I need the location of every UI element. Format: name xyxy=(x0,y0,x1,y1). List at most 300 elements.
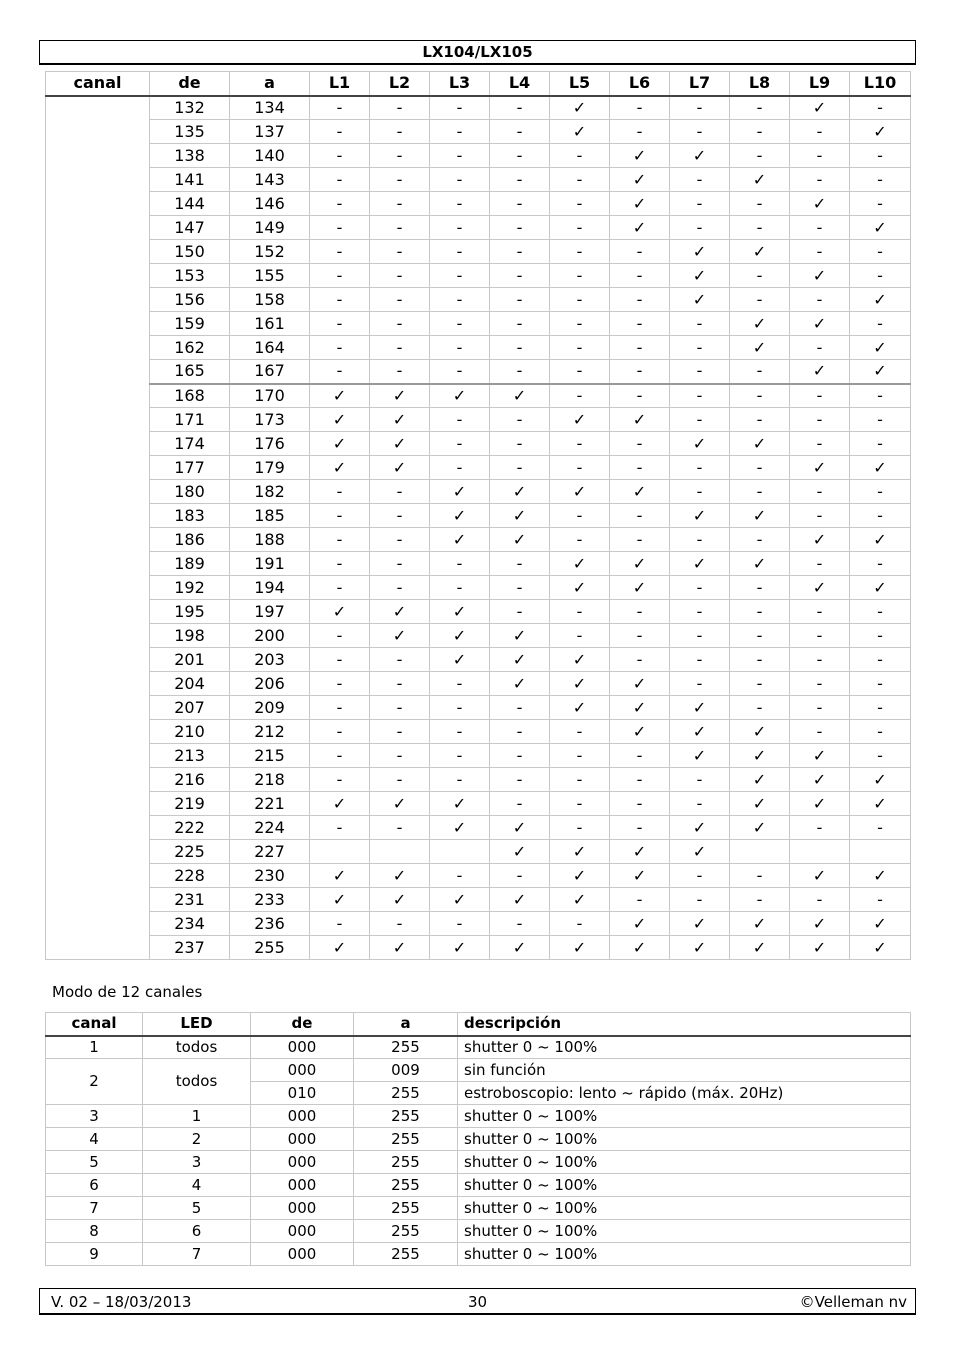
led-state-cell: ✓ xyxy=(550,96,610,120)
led-state-cell: - xyxy=(850,696,911,720)
led-cell: 5 xyxy=(143,1197,251,1220)
led-state-cell: - xyxy=(670,480,730,504)
led-state-cell: - xyxy=(550,168,610,192)
led-state-cell: - xyxy=(490,912,550,936)
led-state-cell: - xyxy=(310,720,370,744)
table-row xyxy=(46,1197,911,1220)
led-state-cell: ✓ xyxy=(490,648,550,672)
led-state-cell: ✓ xyxy=(670,264,730,288)
led-state-cell: ✓ xyxy=(850,288,911,312)
led-state-cell: - xyxy=(430,168,490,192)
led-state-cell: - xyxy=(610,528,670,552)
range-cell: 149 xyxy=(230,216,310,240)
led-state-cell: ✓ xyxy=(550,648,610,672)
range-cell: 209 xyxy=(230,696,310,720)
led-state-cell: - xyxy=(610,648,670,672)
range-cell: 138 xyxy=(150,144,230,168)
led-state-cell: - xyxy=(850,720,911,744)
led-state-cell: ✓ xyxy=(610,168,670,192)
led-state-cell: - xyxy=(790,384,850,408)
de-cell: 000 xyxy=(251,1151,354,1174)
led-state-cell: - xyxy=(790,144,850,168)
led-state-cell: - xyxy=(310,240,370,264)
column-header: L9 xyxy=(790,72,850,96)
led-state-cell: - xyxy=(430,912,490,936)
led-state-cell: - xyxy=(550,456,610,480)
led-state-cell: ✓ xyxy=(610,552,670,576)
range-cell: 236 xyxy=(230,912,310,936)
led-state-cell: - xyxy=(610,888,670,912)
led-state-cell: - xyxy=(370,744,430,768)
range-cell: 216 xyxy=(150,768,230,792)
led-state-cell: ✓ xyxy=(310,600,370,624)
led-state-cell: - xyxy=(610,768,670,792)
led-state-cell: ✓ xyxy=(370,456,430,480)
led-state-cell: - xyxy=(310,360,370,384)
range-cell: 234 xyxy=(150,912,230,936)
range-cell: 158 xyxy=(230,288,310,312)
a-cell: 255 xyxy=(354,1197,458,1220)
led-state-cell: - xyxy=(610,96,670,120)
led-state-cell: - xyxy=(550,624,610,648)
led-state-cell: - xyxy=(850,408,911,432)
led-state-cell: - xyxy=(490,336,550,360)
led-state-cell: - xyxy=(550,264,610,288)
led-state-cell: ✓ xyxy=(550,576,610,600)
led-state-cell: ✓ xyxy=(850,120,911,144)
led-state-cell: - xyxy=(790,120,850,144)
led-state-cell: - xyxy=(790,648,850,672)
led-state-cell: - xyxy=(670,672,730,696)
range-cell: 198 xyxy=(150,624,230,648)
led-state-cell: ✓ xyxy=(790,864,850,888)
de-cell: 000 xyxy=(251,1243,354,1266)
table-row xyxy=(46,432,911,456)
led-state-cell: - xyxy=(370,816,430,840)
range-cell: 195 xyxy=(150,600,230,624)
footer-copyright: ©Velleman nv xyxy=(799,1293,907,1311)
table-row xyxy=(46,1105,911,1128)
led-state-cell: - xyxy=(670,96,730,120)
led-state-cell: ✓ xyxy=(550,696,610,720)
led-state-cell: ✓ xyxy=(490,936,550,960)
led-state-cell: ✓ xyxy=(670,552,730,576)
range-cell: 146 xyxy=(230,192,310,216)
table-row xyxy=(46,192,911,216)
led-state-cell: ✓ xyxy=(610,840,670,864)
led-state-cell: - xyxy=(490,432,550,456)
column-header: L5 xyxy=(550,72,610,96)
led-state-cell: ✓ xyxy=(850,792,911,816)
table-row xyxy=(46,456,911,480)
led-state-cell: - xyxy=(850,648,911,672)
description-cell: shutter 0 ~ 100% xyxy=(458,1105,911,1128)
canal-cell: 4 xyxy=(46,1128,143,1151)
led-state-cell: ✓ xyxy=(490,816,550,840)
led-state-cell: - xyxy=(370,312,430,336)
led-state-cell: ✓ xyxy=(370,888,430,912)
range-cell: 180 xyxy=(150,480,230,504)
led-state-cell: - xyxy=(850,480,911,504)
led-state-cell: ✓ xyxy=(490,888,550,912)
led-state-cell: - xyxy=(310,192,370,216)
de-cell: 000 xyxy=(251,1174,354,1197)
led-cell: 6 xyxy=(143,1220,251,1243)
range-cell: 189 xyxy=(150,552,230,576)
range-cell: 155 xyxy=(230,264,310,288)
led-state-cell: - xyxy=(730,648,790,672)
canal-cell: 9 xyxy=(46,1243,143,1266)
led-state-cell: - xyxy=(790,624,850,648)
led-state-cell: - xyxy=(550,912,610,936)
column-header: a xyxy=(354,1013,458,1036)
table-row xyxy=(46,672,911,696)
table-row xyxy=(46,1243,911,1266)
led-state-cell: ✓ xyxy=(670,288,730,312)
a-cell: 255 xyxy=(354,1128,458,1151)
led-state-cell: - xyxy=(370,720,430,744)
led-state-cell: - xyxy=(370,168,430,192)
led-state-cell: - xyxy=(430,456,490,480)
footer-page-number: 30 xyxy=(467,1293,488,1311)
led-state-cell: - xyxy=(490,96,550,120)
led-state-cell: - xyxy=(310,216,370,240)
led-state-cell: - xyxy=(310,312,370,336)
led-state-cell: ✓ xyxy=(850,936,911,960)
description-cell: shutter 0 ~ 100% xyxy=(458,1174,911,1197)
led-state-cell: - xyxy=(370,264,430,288)
led-state-cell: - xyxy=(370,120,430,144)
led-state-cell: ✓ xyxy=(850,768,911,792)
led-state-cell: ✓ xyxy=(730,168,790,192)
led-state-cell: - xyxy=(550,744,610,768)
led-state-cell: - xyxy=(490,744,550,768)
led-state-cell: - xyxy=(550,792,610,816)
led-state-cell: - xyxy=(670,648,730,672)
range-cell: 206 xyxy=(230,672,310,696)
led-state-cell: - xyxy=(610,336,670,360)
led-state-cell: ✓ xyxy=(610,144,670,168)
led-state-cell: - xyxy=(850,96,911,120)
led-state-cell: ✓ xyxy=(730,432,790,456)
led-state-cell: - xyxy=(310,624,370,648)
led-cell: todos xyxy=(143,1036,251,1059)
range-cell: 215 xyxy=(230,744,310,768)
led-state-cell: ✓ xyxy=(310,432,370,456)
table-row xyxy=(46,216,911,240)
led-state-cell: - xyxy=(670,120,730,144)
led-state-cell: ✓ xyxy=(430,384,490,408)
led-state-cell: - xyxy=(550,768,610,792)
description-cell: estroboscopio: lento ~ rápido (máx. 20Hz) xyxy=(458,1082,911,1105)
table-row xyxy=(46,648,911,672)
led-state-cell: - xyxy=(430,360,490,384)
table-row xyxy=(46,1128,911,1151)
led-state-cell: ✓ xyxy=(430,792,490,816)
led-state-cell: - xyxy=(850,432,911,456)
led-state-cell: - xyxy=(850,672,911,696)
led-state-cell: - xyxy=(670,600,730,624)
led-state-cell: - xyxy=(490,552,550,576)
a-cell: 255 xyxy=(354,1220,458,1243)
table-row xyxy=(46,1059,911,1082)
led-state-cell: - xyxy=(310,768,370,792)
led-state-cell: - xyxy=(850,264,911,288)
led-state-cell: ✓ xyxy=(730,816,790,840)
led-state-cell: ✓ xyxy=(490,384,550,408)
led-state-cell: - xyxy=(550,360,610,384)
led-state-cell: ✓ xyxy=(490,480,550,504)
range-cell: 171 xyxy=(150,408,230,432)
led-state-cell: - xyxy=(730,480,790,504)
column-header: L3 xyxy=(430,72,490,96)
led-state-cell: ✓ xyxy=(550,864,610,888)
led-state-cell: - xyxy=(310,672,370,696)
led-state-cell: ✓ xyxy=(610,216,670,240)
table-row xyxy=(46,96,911,120)
led-state-cell: - xyxy=(730,192,790,216)
range-cell: 225 xyxy=(150,840,230,864)
led-state-cell: - xyxy=(730,456,790,480)
led-state-cell: ✓ xyxy=(850,576,911,600)
range-cell: 167 xyxy=(230,360,310,384)
de-cell: 010 xyxy=(251,1082,354,1105)
led-state-cell: - xyxy=(490,576,550,600)
table-row xyxy=(46,600,911,624)
led-state-cell: - xyxy=(670,408,730,432)
led-state-cell: - xyxy=(610,600,670,624)
range-cell: 219 xyxy=(150,792,230,816)
range-cell: 185 xyxy=(230,504,310,528)
led-state-cell: - xyxy=(370,216,430,240)
led-state-cell: - xyxy=(790,216,850,240)
column-header: de xyxy=(251,1013,354,1036)
led-state-cell: - xyxy=(550,720,610,744)
led-state-cell: - xyxy=(850,816,911,840)
led-state-cell: ✓ xyxy=(430,480,490,504)
led-state-cell: - xyxy=(610,744,670,768)
led-state-cell: - xyxy=(730,576,790,600)
led-state-cell: - xyxy=(610,240,670,264)
table-row xyxy=(46,1036,911,1059)
led-state-cell: ✓ xyxy=(790,528,850,552)
led-state-cell: ✓ xyxy=(370,384,430,408)
de-cell: 000 xyxy=(251,1059,354,1082)
led-state-cell: - xyxy=(730,96,790,120)
table-header-row xyxy=(46,72,911,96)
led-state-cell: ✓ xyxy=(670,504,730,528)
led-state-cell: - xyxy=(850,144,911,168)
description-cell: shutter 0 ~ 100% xyxy=(458,1220,911,1243)
led-state-cell: ✓ xyxy=(730,912,790,936)
led-state-cell: ✓ xyxy=(490,624,550,648)
led-state-cell: ✓ xyxy=(850,456,911,480)
led-state-cell: ✓ xyxy=(490,528,550,552)
led-state-cell: ✓ xyxy=(430,936,490,960)
table-row xyxy=(46,576,911,600)
led-state-cell: - xyxy=(550,504,610,528)
led-state-cell: - xyxy=(310,528,370,552)
table-row xyxy=(46,624,911,648)
range-cell: 156 xyxy=(150,288,230,312)
range-cell: 204 xyxy=(150,672,230,696)
led-state-cell: - xyxy=(550,336,610,360)
range-cell: 161 xyxy=(230,312,310,336)
table-row xyxy=(46,696,911,720)
led-state-cell: ✓ xyxy=(490,672,550,696)
led-state-cell: - xyxy=(310,288,370,312)
range-cell: 188 xyxy=(230,528,310,552)
led-state-cell: - xyxy=(670,888,730,912)
column-header: de xyxy=(150,72,230,96)
de-cell: 000 xyxy=(251,1197,354,1220)
range-cell: 132 xyxy=(150,96,230,120)
led-state-cell: - xyxy=(310,264,370,288)
led-state-cell: - xyxy=(430,552,490,576)
led-state-cell: - xyxy=(730,600,790,624)
led-state-cell: ✓ xyxy=(430,600,490,624)
led-state-cell: ✓ xyxy=(490,840,550,864)
led-state-cell: ✓ xyxy=(310,888,370,912)
led-state-cell: ✓ xyxy=(790,312,850,336)
led-state-cell: - xyxy=(550,312,610,336)
led-state-cell: - xyxy=(430,312,490,336)
led-state-cell: ✓ xyxy=(790,792,850,816)
a-cell: 255 xyxy=(354,1036,458,1059)
led-state-cell: - xyxy=(490,168,550,192)
led-state-cell: ✓ xyxy=(430,648,490,672)
range-cell: 173 xyxy=(230,408,310,432)
table-row xyxy=(46,360,911,384)
led-state-cell: - xyxy=(490,792,550,816)
led-state-cell: - xyxy=(370,504,430,528)
range-cell: 177 xyxy=(150,456,230,480)
a-cell: 255 xyxy=(354,1243,458,1266)
led-state-cell: - xyxy=(610,792,670,816)
led-state-cell: ✓ xyxy=(730,312,790,336)
led-state-cell: ✓ xyxy=(850,336,911,360)
de-cell: 000 xyxy=(251,1105,354,1128)
canal-cell: 1 xyxy=(46,1036,143,1059)
led-state-cell: - xyxy=(310,744,370,768)
range-cell: 194 xyxy=(230,576,310,600)
led-state-cell: ✓ xyxy=(850,528,911,552)
range-cell: 231 xyxy=(150,888,230,912)
led-state-cell: - xyxy=(370,192,430,216)
table-row xyxy=(46,384,911,408)
range-cell: 212 xyxy=(230,720,310,744)
led-state-cell: ✓ xyxy=(670,696,730,720)
led-state-cell: ✓ xyxy=(370,624,430,648)
led-state-cell: - xyxy=(430,336,490,360)
range-cell: 141 xyxy=(150,168,230,192)
led-state-cell: ✓ xyxy=(730,936,790,960)
led-state-cell: - xyxy=(730,288,790,312)
led-state-cell: - xyxy=(490,288,550,312)
led-state-cell: ✓ xyxy=(550,408,610,432)
led-state-cell: - xyxy=(730,264,790,288)
description-cell: shutter 0 ~ 100% xyxy=(458,1151,911,1174)
led-state-cell: ✓ xyxy=(670,432,730,456)
section-caption: Modo de 12 canales xyxy=(52,983,203,1001)
led-state-cell: - xyxy=(490,120,550,144)
range-cell: 162 xyxy=(150,336,230,360)
table-row xyxy=(46,768,911,792)
channel-led-table xyxy=(45,71,911,960)
led-state-cell: - xyxy=(310,912,370,936)
led-state-cell: - xyxy=(490,768,550,792)
led-state-cell: - xyxy=(550,288,610,312)
column-header: L10 xyxy=(850,72,911,96)
table-row xyxy=(46,1174,911,1197)
led-state-cell: - xyxy=(550,432,610,456)
led-state-cell: - xyxy=(730,888,790,912)
led-state-cell: - xyxy=(310,552,370,576)
description-cell: shutter 0 ~ 100% xyxy=(458,1036,911,1059)
page-footer xyxy=(39,1288,916,1315)
range-cell: 182 xyxy=(230,480,310,504)
led-state-cell: - xyxy=(730,528,790,552)
led-state-cell: - xyxy=(790,240,850,264)
canal-cell xyxy=(46,96,150,960)
led-cell: 3 xyxy=(143,1151,251,1174)
led-state-cell: - xyxy=(790,672,850,696)
led-state-cell: ✓ xyxy=(850,864,911,888)
led-state-cell: ✓ xyxy=(730,744,790,768)
table-row xyxy=(46,936,911,960)
description-cell: shutter 0 ~ 100% xyxy=(458,1197,911,1220)
led-state-cell: ✓ xyxy=(790,360,850,384)
led-state-cell: - xyxy=(730,144,790,168)
led-state-cell: ✓ xyxy=(610,720,670,744)
range-cell: 222 xyxy=(150,816,230,840)
led-state-cell: ✓ xyxy=(430,816,490,840)
a-cell: 255 xyxy=(354,1105,458,1128)
range-cell: 143 xyxy=(230,168,310,192)
led-state-cell: ✓ xyxy=(730,720,790,744)
led-state-cell: - xyxy=(670,168,730,192)
led-state-cell: ✓ xyxy=(430,624,490,648)
led-state-cell: - xyxy=(310,336,370,360)
led-state-cell: ✓ xyxy=(850,912,911,936)
range-cell: 135 xyxy=(150,120,230,144)
led-state-cell: ✓ xyxy=(550,480,610,504)
led-state-cell: ✓ xyxy=(790,912,850,936)
range-cell: 255 xyxy=(230,936,310,960)
table-row xyxy=(46,144,911,168)
led-state-cell: ✓ xyxy=(730,768,790,792)
range-cell: 186 xyxy=(150,528,230,552)
led-state-cell: - xyxy=(430,672,490,696)
range-cell: 144 xyxy=(150,192,230,216)
footer-version: V. 02 – 18/03/2013 xyxy=(51,1293,192,1311)
led-state-cell xyxy=(430,840,490,864)
column-header: canal xyxy=(46,72,150,96)
led-state-cell: ✓ xyxy=(610,696,670,720)
led-state-cell: - xyxy=(850,888,911,912)
led-state-cell: ✓ xyxy=(670,144,730,168)
led-state-cell: - xyxy=(670,216,730,240)
canal-cell: 3 xyxy=(46,1105,143,1128)
led-state-cell: - xyxy=(430,192,490,216)
led-state-cell: ✓ xyxy=(730,552,790,576)
range-cell: 237 xyxy=(150,936,230,960)
table-row xyxy=(46,504,911,528)
table-row xyxy=(46,528,911,552)
led-state-cell: - xyxy=(370,696,430,720)
led-state-cell: ✓ xyxy=(310,456,370,480)
led-state-cell: ✓ xyxy=(550,888,610,912)
